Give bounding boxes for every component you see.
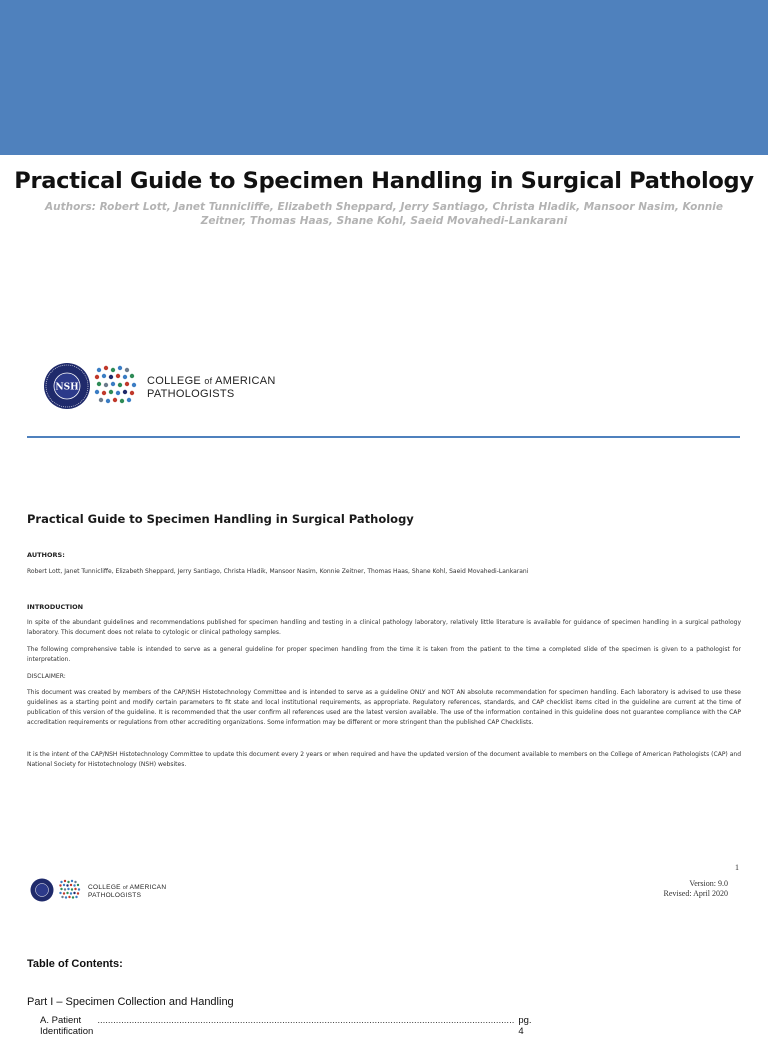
version-info — [664, 879, 728, 899]
cap-dots-small-icon — [58, 879, 82, 901]
introduction-paragraph-2: The following comprehensive table is intended to serve as a general guideline for proper specimen handling from the time it is taken from the patient to the time a completed slide of the specimen is given to a pathologist for interpretation. — [27, 646, 741, 663]
cap-wordmark: COLLEGE of AMERICAN PATHOLOGISTS — [147, 375, 276, 400]
document-title: Practical Guide to Specimen Handling in Surgical Pathology — [14, 168, 754, 194]
section-title: Practical Guide to Specimen Handling in Surgical Pathology — [27, 512, 414, 526]
nsh-letters: NSH — [55, 382, 79, 393]
authors-label: AUTHORS: — [27, 551, 65, 559]
revised-date: Revised: April 2020 — [663, 889, 728, 898]
nsh-seal-small-logo — [30, 878, 54, 902]
toc-entry[interactable] — [40, 1015, 532, 1037]
disclaimer-paragraph-2: It is the intent of the CAP/NSH Histotechnology Committee to update this document every 2 years or when required and have the updated version of the document available to members on the College of American Pathologists (CAP) and National Society for Histotechnology (NSH) websites. — [27, 751, 741, 768]
disclaimer-label: DISCLAIMER: — [27, 673, 66, 680]
toc-entry-page: pg. 4 — [518, 1015, 532, 1037]
authors-text: Robert Lott, Janet Tunnicliffe, Elizabeth Sheppard, Jerry Santiago, Christa Hladik, Mansoor Nasim, Konnie Zeitner, Thomas Haas, Shane Kohl, Saeid Movahedi-Lankarani — [27, 568, 529, 575]
toc-title: Table of Contents: — [27, 958, 123, 970]
toc-leader-dots: .............................................................................................................................................................. — [97, 1015, 515, 1026]
cap-wordmark-small: COLLEGE of AMERICAN PATHOLOGISTS — [88, 884, 167, 899]
header-logos — [43, 362, 276, 415]
footer-logos — [30, 878, 167, 907]
toc-part-1: Part I – Specimen Collection and Handling — [27, 996, 234, 1008]
divider-rule — [27, 436, 740, 438]
introduction-paragraph-1: In spite of the abundant guidelines and recommendations published for specimen handling and testing in a clinical pathology laboratory, relatively little literature is available for guidance of specimen handling in a surgical pathology laboratory. This document does not relate to cytologic or clinical pathology samples. — [27, 619, 741, 636]
header-color-band — [0, 0, 768, 155]
cap-dots-icon — [93, 364, 139, 408]
disclaimer-paragraph-1: This document was created by members of the CAP/NSH Histotechnology Committee and is intended to serve as a guideline ONLY and NOT AN absolute recommendation for specimen handling. Each laboratory is advised to use these guidelines as a starting point and modify certain parameters to fit state and local institutional requirements, as appropriate. Regulatory references, standards, and CAP checklist items cited in the guideline are current at the time of publication of this version of the guideline. It is recommended that the user confirm all references used are the latest version available. The use of the information contained in this guideline does not guarantee compliance with the CAP accreditation requirements or regulations from other accrediting organizations. Some information may be different or more stringent than the published CAP Checklists. — [27, 689, 741, 726]
nsh-seal-logo — [43, 362, 91, 410]
introduction-label: INTRODUCTION — [27, 603, 84, 611]
authors-line: Authors: Robert Lott, Janet Tunnicliffe, Elizabeth Sheppard, Jerry Santiago, Christa Hladik, Mansoor Nasim, Konnie Zeitner, Thomas Haas, Shane Kohl, Saeid Movahedi-Lankarani — [45, 201, 723, 227]
page-number: 1 — [735, 863, 739, 872]
toc-entry-label: A. Patient Identification — [40, 1015, 94, 1037]
version-number: Version: 9.0 — [689, 879, 728, 888]
